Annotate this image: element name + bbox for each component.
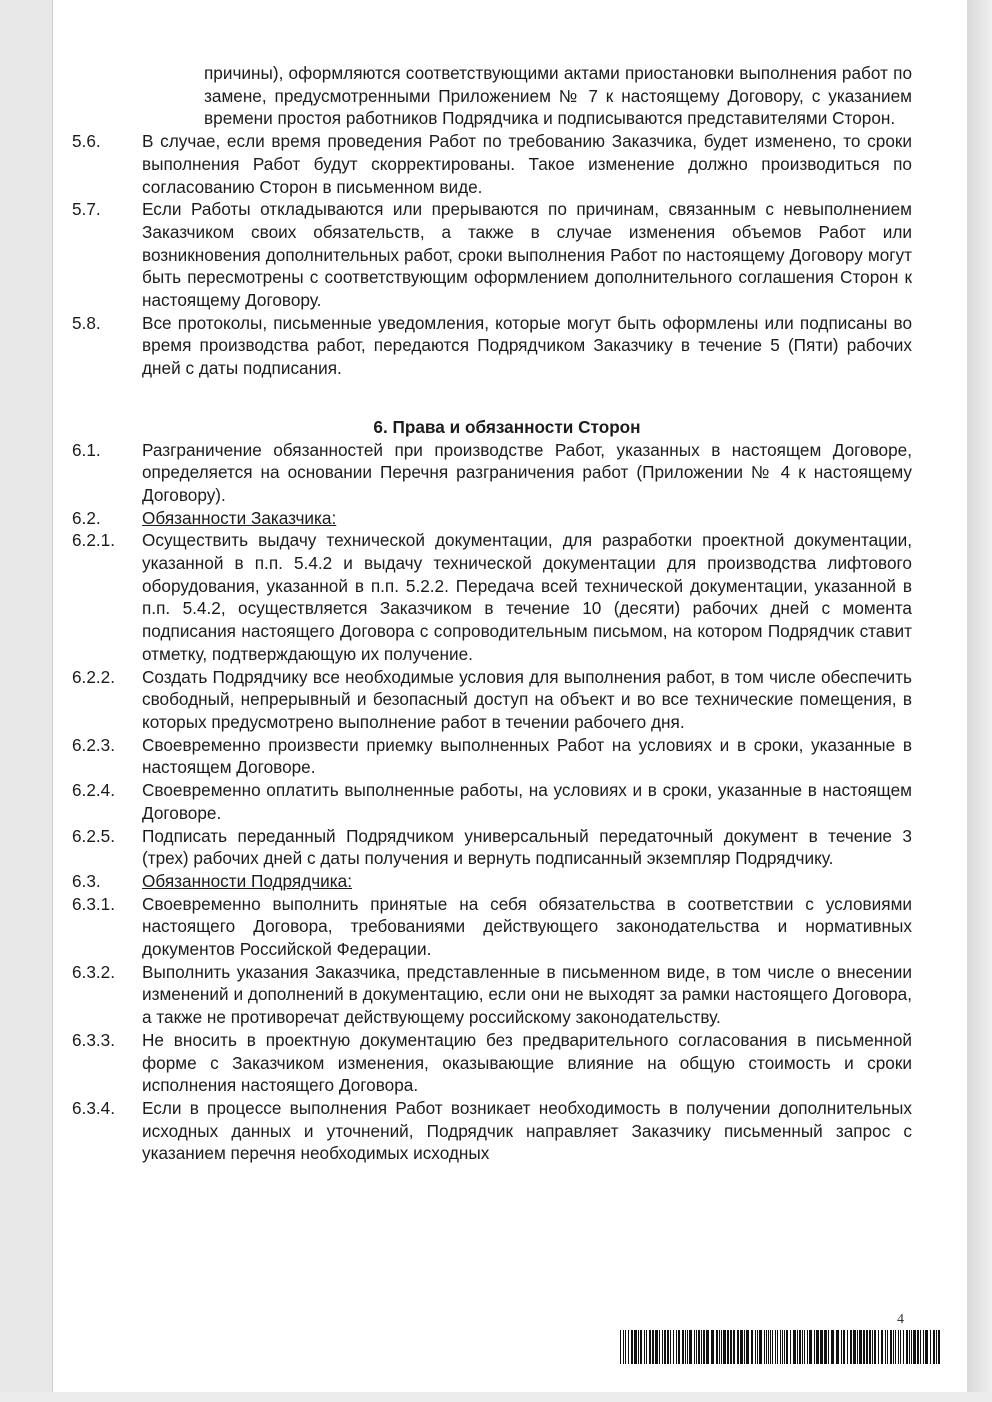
- scan-edge: [967, 0, 992, 1402]
- clause-text: Своевременно выполнить принятые на себя обязательства в соответствии с условиями настоящего Договора, требованиями действующего законодательства и нормативных документов Российской Федерации.: [142, 893, 912, 960]
- clause-6-3-2: [72, 961, 912, 1029]
- clause-number: 6.2.2.: [72, 666, 116, 687]
- clause-5-6: [72, 130, 912, 198]
- continuation-paragraph: причины), оформляются соответствующими актами приостановки выполнения работ по замене, предусмотренными Приложением № 7 к настоящему Договору, с указанием времени простоя работников Подрядчика и подписываются представителями Сторон.: [204, 63, 912, 129]
- clause-6-2-2: [72, 666, 912, 734]
- clause-text: Если в процессе выполнения Работ возникает необходимость в получении дополнительных исходных данных и уточнений, Подрядчик направляет Заказчику письменный запрос с указанием перечня необходимых исходных: [142, 1097, 912, 1164]
- clause-number: 5.8.: [72, 312, 101, 333]
- scan-bottom-edge: [0, 1392, 992, 1402]
- clause-number: 6.2.5.: [72, 825, 116, 846]
- clause-text: Выполнить указания Заказчика, представленные в письменном виде, в том числе о внесении изменений и дополнений в документацию, если они не выходят за рамки настоящего Договора, а также не противоречат действующему российскому законодательству.: [142, 961, 912, 1028]
- clause-text: Осуществить выдачу технической документации, для разработки проектной документации, указанной в п.п. 5.4.2 и выдачу технической документации для производства лифтового оборудования, указанной в п.п. 5.2.2. Передача всей технической документации, указанной в п.п. 5.4.2, осуществляется Заказчиком в течение 10 (десяти) рабочих дней с момента подписания настоящего Договора с сопроводительным письмом, на котором Подрядчик ставит отметку, подтверждающую их получение.: [142, 530, 912, 664]
- clause-number: 6.1.: [72, 439, 101, 460]
- clause-6-2-3: [72, 734, 912, 779]
- clause-6-3-3: [72, 1029, 912, 1097]
- clause-text: Если Работы откладываются или прерываются по причинам, связанным с невыполнением Заказчиком своих обязательств, а также в случае изменения объемов Работ или возникновения дополнительных работ, сроки выполнения Работ по настоящему Договору могут быть пересмотрены с соответствующим оформлением дополнительного соглашения Сторон к настоящему Договору.: [142, 199, 912, 311]
- clause-6-2: [72, 507, 912, 530]
- clause-text: Своевременно произвести приемку выполненных Работ на условиях и в сроки, указанные в настоящем Договоре.: [142, 734, 912, 778]
- clause-6-2-5: [72, 825, 912, 870]
- clause-6-3-4: [72, 1097, 912, 1165]
- clause-6-2-1: [72, 529, 912, 665]
- clause-number: 6.3.3.: [72, 1029, 116, 1050]
- clause-6-3-1: [72, 893, 912, 961]
- clause-number: 6.3.1.: [72, 893, 116, 914]
- clause-number: 5.6.: [72, 131, 101, 152]
- clause-number: 6.3.2.: [72, 961, 116, 982]
- clause-5-8: [72, 312, 912, 380]
- clause-text: Не вносить в проектную документацию без предварительного согласования в письменной форме с Заказчиком изменения, оказывающие влияние на общую стоимость и сроки исполнения настоящего Договора.: [142, 1029, 912, 1096]
- clause-number: 6.2.3.: [72, 734, 116, 755]
- document-body: [72, 62, 912, 1165]
- section-heading: 6. Права и обязанности Сторон: [373, 416, 641, 437]
- clause-number: 6.2.4.: [72, 780, 116, 801]
- clause-number: 6.3.: [72, 870, 101, 891]
- clause-text: Создать Подрядчику все необходимые условия для выполнения работ, в том числе обеспечить свободный, непрерывный и безопасный доступ на объект и во все технические помещения, в которых предусмотрено выполнение работ в течении рабочего дня.: [142, 666, 912, 732]
- subsection-title: Обязанности Подрядчика:: [142, 870, 353, 891]
- clause-number: 6.2.: [72, 507, 101, 528]
- barcode: [620, 1330, 945, 1364]
- page-number: 4: [897, 1312, 904, 1327]
- clause-6-3: [72, 870, 912, 893]
- clause-text: В случае, если время проведения Работ по требованию Заказчика, будет изменено, то сроки выполнения Работ будут скорректированы. Такое изменение должно производиться по согласованию Сторон в письменном виде.: [142, 131, 912, 197]
- clause-text: Все протоколы, письменные уведомления, которые могут быть оформлены или подписаны во время производства работ, передаются Подрядчиком Заказчику в течение 5 (Пяти) рабочих дней с даты подписания.: [142, 312, 912, 379]
- clause-text: Подписать переданный Подрядчиком универсальный передаточный документ в течение 3 (трех) рабочих дней с даты получения и вернуть подписанный экземпляр Подрядчику.: [142, 825, 912, 869]
- clause-number: 6.3.4.: [72, 1097, 116, 1118]
- clause-6-2-4: [72, 779, 912, 824]
- subsection-title: Обязанности Заказчика:: [142, 507, 337, 528]
- clause-text: Своевременно оплатить выполненные работы, на условиях и в сроки, указанные в настоящем Договоре.: [142, 780, 912, 823]
- clause-5-7: [72, 198, 912, 312]
- clause-6-1: [72, 439, 912, 507]
- clause-number: 6.2.1.: [72, 530, 116, 551]
- clause-text: Разграничение обязанностей при производстве Работ, указанных в настоящем Договоре, определяется на основании Перечня разграничения работ (Приложении № 4 к настоящему Договору).: [142, 439, 912, 505]
- clause-number: 5.7.: [72, 199, 101, 220]
